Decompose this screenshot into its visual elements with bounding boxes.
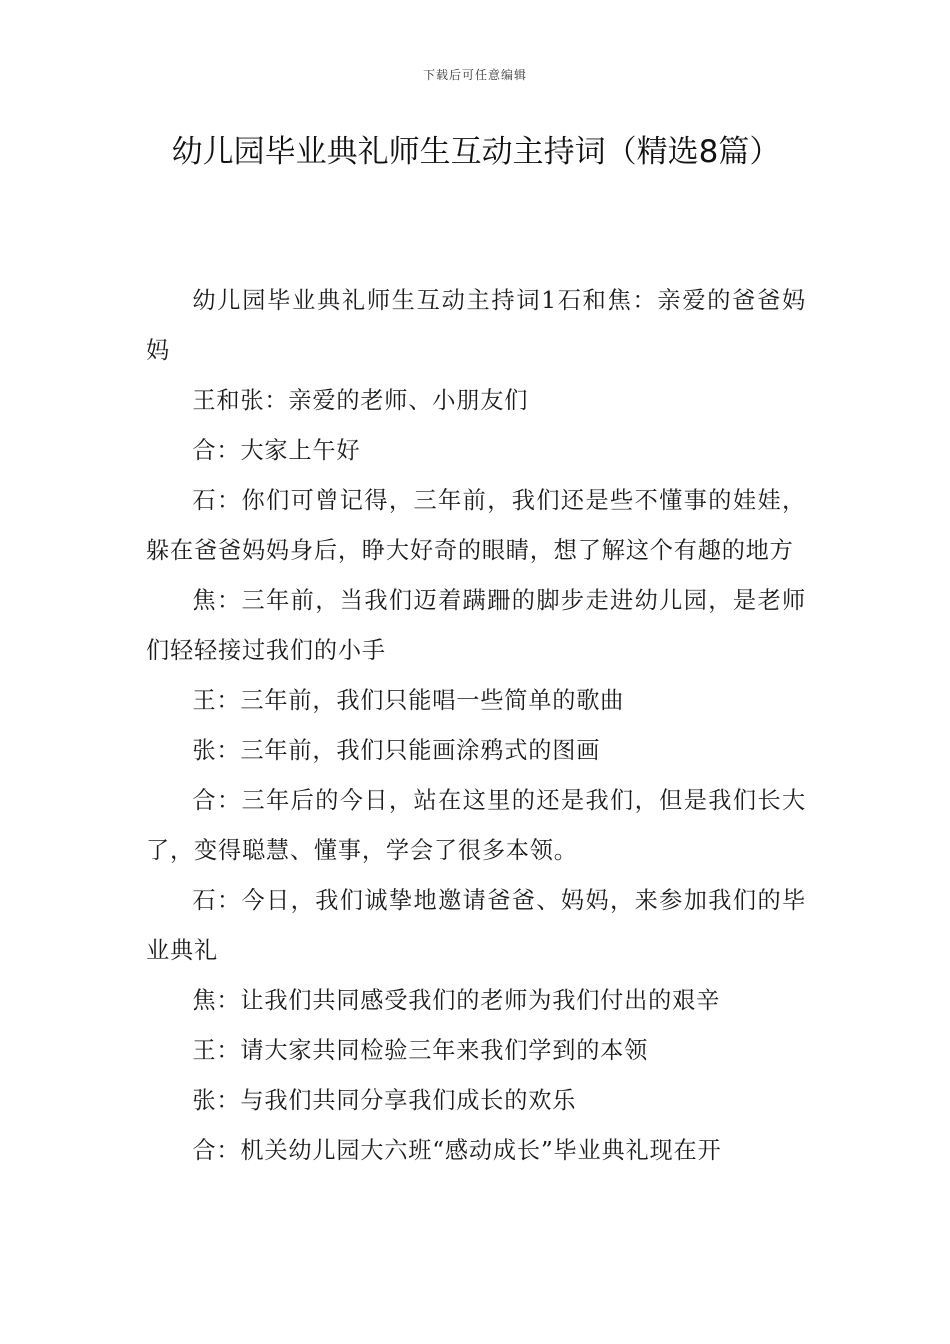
paragraph: 焦：让我们共同感受我们的老师为我们付出的艰辛 xyxy=(192,987,721,1014)
paragraph: 王：请大家共同检验三年来我们学到的本领 xyxy=(192,1037,649,1064)
paragraph: 合：三年后的今日，站在这里的还是我们，但是我们长大了，变得聪慧、懂事，学会了很多本领。 xyxy=(146,787,806,864)
paragraph: 张：三年前，我们只能画涂鸦式的图画 xyxy=(192,737,601,764)
paragraph: 王：三年前，我们只能唱一些简单的歌曲 xyxy=(192,687,625,714)
paragraph: 王和张：亲爱的老师、小朋友们 xyxy=(192,387,529,414)
page-header-note: 下载后可任意编辑 xyxy=(422,68,527,82)
paragraph: 焦：三年前，当我们迈着蹒跚的脚步走进幼儿园，是老师们轻轻接过我们的小手 xyxy=(146,587,806,664)
paragraph: 合：机关幼儿园大六班“感动成长”毕业典礼现在开 xyxy=(192,1137,722,1164)
document-title: 幼儿园毕业典礼师生互动主持词（精选8篇） xyxy=(171,134,781,170)
paragraph: 合：大家上午好 xyxy=(192,437,361,464)
paragraph: 石：你们可曾记得，三年前，我们还是些不懂事的娃娃，躲在爸爸妈妈身后，睁大好奇的眼睛，想了解这个有趣的地方 xyxy=(146,487,806,564)
paragraph: 幼儿园毕业典礼师生互动主持词1石和焦：亲爱的爸爸妈妈 xyxy=(146,287,806,364)
paragraph: 张：与我们共同分享我们成长的欢乐 xyxy=(192,1087,577,1114)
paragraph: 石：今日，我们诚挚地邀请爸爸、妈妈，来参加我们的毕业典礼 xyxy=(146,887,806,964)
document-body xyxy=(146,276,806,1176)
